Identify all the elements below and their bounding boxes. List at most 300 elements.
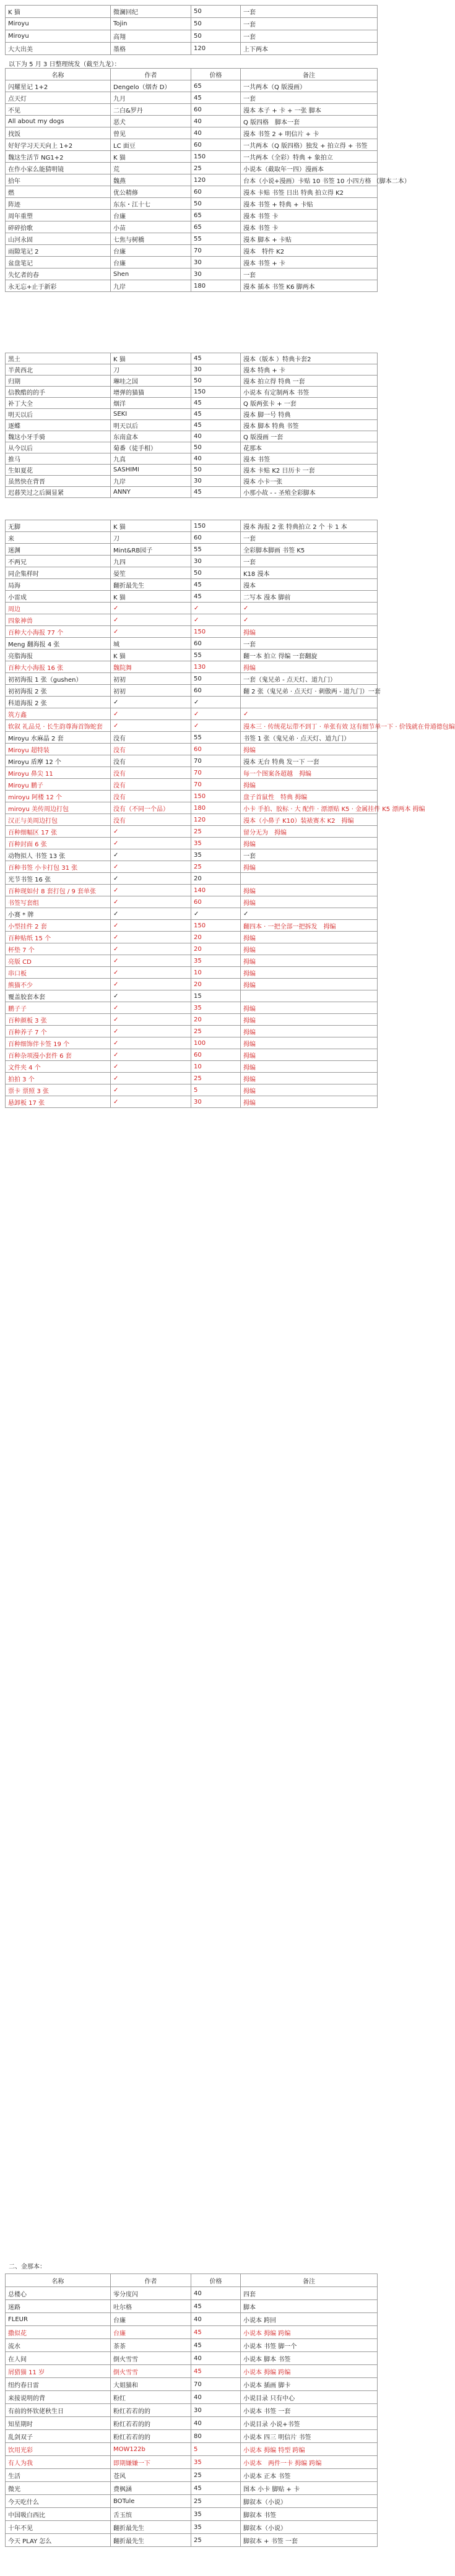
cell-title: 无脚 bbox=[6, 520, 111, 532]
cell-author: ✓ bbox=[111, 1037, 191, 1049]
cell-note: 小说本 ​跨回 bbox=[241, 2313, 378, 2326]
table-row bbox=[6, 92, 378, 104]
table-row bbox=[6, 268, 378, 280]
cell-author: 七焦与树橋 bbox=[111, 233, 191, 245]
cell-note: 拇编 bbox=[241, 932, 378, 943]
cell-title: 中国吸白西比 bbox=[6, 2508, 111, 2521]
cell-price: 25 bbox=[191, 861, 241, 873]
table-row bbox=[6, 967, 378, 979]
cell-note: 漫本 ​拍立得 ​特典 一套 bbox=[241, 376, 378, 387]
cell-note: 漫本 书签 卡 bbox=[241, 210, 378, 221]
cell-price: 55 bbox=[191, 732, 241, 744]
table-row bbox=[6, 2469, 378, 2482]
cell-author: MOW122b bbox=[111, 2443, 191, 2456]
table-row bbox=[6, 2391, 378, 2404]
cell-note: 拇编 bbox=[241, 979, 378, 990]
table-row bbox=[6, 932, 378, 943]
cell-note: 小说本 ​拇编 ​特型 ​跨编 bbox=[241, 2443, 378, 2456]
cell-author: ✓ bbox=[111, 1049, 191, 1061]
cell-note: 二写本 ​漫本 ​脚前 bbox=[241, 591, 378, 603]
table-row bbox=[6, 2404, 378, 2417]
cell-title: 山河永固 bbox=[6, 233, 111, 245]
cell-price: 80 bbox=[191, 2430, 241, 2443]
cell-price: 55 bbox=[191, 233, 241, 245]
table-row bbox=[6, 908, 378, 920]
cell-price: ✓ bbox=[191, 697, 241, 708]
cell-title: 百种封面 6 张 bbox=[6, 838, 111, 849]
cell-author: 优公精修 bbox=[111, 186, 191, 198]
cell-author: ✓ bbox=[111, 1026, 191, 1037]
cell-note: 脚叙本 ​书签 bbox=[241, 2508, 378, 2521]
cell-author: 翻折最先生 bbox=[111, 2521, 191, 2534]
cell-author: 九岸 bbox=[111, 280, 191, 292]
cell-author: 没有 bbox=[111, 779, 191, 791]
cell-price: 35 bbox=[191, 955, 241, 967]
cell-price: 60 bbox=[191, 186, 241, 198]
cell-author: 粉红若若的的 bbox=[111, 2430, 191, 2443]
cell-note: 一套 bbox=[241, 532, 378, 544]
cell-author: 费枫涵 bbox=[111, 2482, 191, 2495]
table-row bbox=[6, 2365, 378, 2378]
table-row bbox=[6, 2417, 378, 2430]
cell-price: 60 bbox=[191, 104, 241, 116]
table-row bbox=[6, 673, 378, 685]
cell-author: BOTule bbox=[111, 2495, 191, 2508]
cell-note: Q 版漫画 一套 bbox=[241, 431, 378, 442]
cell-price: 30 bbox=[191, 364, 241, 376]
cell-price: 20 bbox=[191, 943, 241, 955]
cell-author: K 猫 bbox=[111, 151, 191, 163]
table-row bbox=[6, 732, 378, 744]
cell-author: ✓ bbox=[111, 849, 191, 861]
cell-author: ✓ bbox=[111, 1002, 191, 1014]
cell-title: miroyu 美传周边打包 bbox=[6, 802, 111, 814]
cell-title: 知星期时 bbox=[6, 2417, 111, 2430]
cell-author: SEKI bbox=[111, 409, 191, 420]
cell-note: 留分无为 拇编 bbox=[241, 826, 378, 838]
table-row bbox=[6, 376, 378, 387]
cell-title: All about my dogs bbox=[6, 116, 111, 127]
cell-author: ✓ bbox=[111, 873, 191, 885]
cell-price: 120 bbox=[191, 43, 241, 55]
cell-title: 文件夹 4 个 bbox=[6, 1061, 111, 1073]
cell-author: 初初 bbox=[111, 673, 191, 685]
cell-title: 初初海报 2 张 bbox=[6, 685, 111, 697]
table-row bbox=[6, 849, 378, 861]
cell-title: 拾年 bbox=[6, 174, 111, 186]
cell-price: 25 bbox=[191, 2495, 241, 2508]
cell-note: ✓ bbox=[241, 908, 378, 920]
cell-title: 百种颜板 3 张 bbox=[6, 1014, 111, 1026]
cell-note: 一套 bbox=[241, 556, 378, 567]
table-row bbox=[6, 6, 378, 18]
cell-price: 50 bbox=[191, 18, 241, 30]
cell-note: 漫本 脚本 ​特典 书签 bbox=[241, 420, 378, 431]
cell-note: 漫本 书签 2 + 明信片 + 卡 bbox=[241, 127, 378, 139]
cell-note: Q 版四格 脚本一套 bbox=[241, 116, 378, 127]
cell-price: 45 bbox=[191, 2365, 241, 2378]
table-row bbox=[6, 708, 378, 720]
cell-author: ✓ bbox=[111, 838, 191, 849]
table-row bbox=[6, 174, 378, 186]
cell-author: 粉红 bbox=[111, 2391, 191, 2404]
header-price: 价格 bbox=[191, 2274, 241, 2287]
cell-note: 小卡 ​手拍、胶标 · 大 配件 · 漂漂贴 ​K5 · 金属挂件 K5 ​漂两本 ​拇编 bbox=[241, 802, 378, 814]
table-row bbox=[6, 43, 378, 55]
cell-title: 拍拍 3 个 bbox=[6, 1073, 111, 1084]
cell-title: 百种书签 小卡打包 31 张 bbox=[6, 861, 111, 873]
cell-title: 局海 bbox=[6, 579, 111, 591]
cell-price: ✓ bbox=[191, 908, 241, 920]
cell-price: 140 bbox=[191, 885, 241, 896]
cell-title: 纽约春日雷 bbox=[6, 2378, 111, 2391]
cell-author: 没有 bbox=[111, 767, 191, 779]
cell-note: 一套 bbox=[241, 849, 378, 861]
table-row bbox=[6, 885, 378, 896]
cell-note bbox=[241, 697, 378, 708]
table-row bbox=[6, 896, 378, 908]
header-note: 备注 bbox=[241, 2274, 378, 2287]
cell-title: 初初海报 1 张（gushen） bbox=[6, 673, 111, 685]
cell-price: 45 bbox=[191, 2326, 241, 2339]
table-row bbox=[6, 387, 378, 398]
cell-price: 120 bbox=[191, 814, 241, 826]
cell-price: 40 bbox=[191, 2352, 241, 2365]
header-note: 备注 bbox=[241, 69, 378, 80]
cell-title: 黑土 bbox=[6, 353, 111, 364]
cell-note: 拇编 bbox=[241, 955, 378, 967]
cell-note: 盘子首鼠性 特典 拇编 bbox=[241, 791, 378, 802]
cell-title: 有人为我 bbox=[6, 2456, 111, 2469]
cell-note: 拇编 bbox=[241, 1061, 378, 1073]
cell-price: ✓ bbox=[191, 720, 241, 732]
cell-author: 东南盒本 bbox=[111, 431, 191, 442]
cell-author: ✓ bbox=[111, 1061, 191, 1073]
cell-note: 拇编 bbox=[241, 1049, 378, 1061]
cell-price: 40 bbox=[191, 2313, 241, 2326]
table-row bbox=[6, 685, 378, 697]
cell-price: 60 bbox=[191, 685, 241, 697]
table-row bbox=[6, 2508, 378, 2521]
cell-note: 漫本 ​书签 bbox=[241, 453, 378, 465]
cell-price: 50 bbox=[191, 376, 241, 387]
cell-title: K 猫 bbox=[6, 6, 111, 18]
cell-note: 拇编 bbox=[241, 1026, 378, 1037]
cell-title: 屑猎猫 11 岁 bbox=[6, 2365, 111, 2378]
cell-title: 归期 bbox=[6, 376, 111, 387]
cell-note: 拇编 bbox=[241, 1014, 378, 1026]
cell-author: ✓ bbox=[111, 967, 191, 979]
cell-price: 45 bbox=[191, 398, 241, 409]
table-row bbox=[6, 1049, 378, 1061]
cell-note: 拇编 bbox=[241, 861, 378, 873]
cell-note: 一套 bbox=[241, 268, 378, 280]
cell-author: ✓ bbox=[111, 908, 191, 920]
table-row bbox=[6, 544, 378, 556]
table-row bbox=[6, 579, 378, 591]
table-row bbox=[6, 661, 378, 673]
cell-title: 百种贴纸 15 个 bbox=[6, 932, 111, 943]
cell-author: 没有 bbox=[111, 791, 191, 802]
table-section-4 bbox=[5, 2273, 378, 2547]
cell-note: 一共两本（Q 版漫画） bbox=[241, 80, 378, 92]
table-row bbox=[6, 1084, 378, 1096]
cell-note: ✓ bbox=[241, 603, 378, 614]
table-row bbox=[6, 2326, 378, 2339]
cell-author: 城 bbox=[111, 638, 191, 650]
cell-author: 微澜回纪 bbox=[111, 6, 191, 18]
cell-author: ✓ bbox=[111, 1073, 191, 1084]
cell-price: 45 bbox=[191, 591, 241, 603]
cell-note: 小说目录 ​只有中心 bbox=[241, 2391, 378, 2404]
cell-price: 60 bbox=[191, 744, 241, 755]
cell-price: 25 bbox=[191, 1073, 241, 1084]
table-row bbox=[6, 814, 378, 826]
cell-note: 小说本 ​正本 ​书签 bbox=[241, 2469, 378, 2482]
cell-price: 50 bbox=[191, 442, 241, 453]
cell-price: 70 bbox=[191, 767, 241, 779]
cell-note: 漫本 ​卡贴 K2 日历卡 一套 bbox=[241, 465, 378, 476]
table-row bbox=[6, 1061, 378, 1073]
cell-price: 50 bbox=[191, 30, 241, 43]
cell-price: 55 bbox=[191, 650, 241, 661]
cell-note: 拇编 bbox=[241, 744, 378, 755]
cell-price: 70 bbox=[191, 755, 241, 767]
table-row bbox=[6, 364, 378, 376]
cell-title: 动物拟人 书签 13 张 bbox=[6, 849, 111, 861]
cell-author: 高翔 bbox=[111, 30, 191, 43]
cell-note: 漫本（版本 ）特典卡套2 bbox=[241, 353, 378, 364]
table-row bbox=[6, 233, 378, 245]
cell-price: 25 bbox=[191, 826, 241, 838]
cell-title: 悬卸板 17 张 bbox=[6, 1096, 111, 1108]
cell-author: 粉红若若的的 bbox=[111, 2417, 191, 2430]
table-row bbox=[6, 979, 378, 990]
cell-note: Q 版两张卡 + 一套 bbox=[241, 398, 378, 409]
cell-author: ✓ bbox=[111, 603, 191, 614]
cell-price: 35 bbox=[191, 838, 241, 849]
table-row bbox=[6, 990, 378, 1002]
cell-note: 翻 2 张（鬼兄弟 · 点天灯 · 刺傲两 - 道九门）一套 bbox=[241, 685, 378, 697]
cell-title: Miroyu bbox=[6, 30, 111, 43]
cell-note: 一套（鬼兄弟 - 点天灯、道九门） bbox=[241, 673, 378, 685]
cell-title: 十年不见 bbox=[6, 2521, 111, 2534]
cell-author: Shen bbox=[111, 268, 191, 280]
cell-price: 180 bbox=[191, 802, 241, 814]
cell-author: 明天以后 bbox=[111, 420, 191, 431]
cell-author: 茶茶 bbox=[111, 2339, 191, 2352]
table-header-row bbox=[6, 69, 378, 80]
cell-title: Miroyu 鹏子 bbox=[6, 779, 111, 791]
cell-price: 45 bbox=[191, 2339, 241, 2352]
table-row bbox=[6, 420, 378, 431]
cell-note: 小说本 ​插画 ​脚卡 bbox=[241, 2378, 378, 2391]
cell-title: 百种大小海报 16 张 bbox=[6, 661, 111, 673]
cell-note: 一套 bbox=[241, 30, 378, 43]
cell-title: 乱剑双子 bbox=[6, 2430, 111, 2443]
cell-price: 150 bbox=[191, 151, 241, 163]
table-row bbox=[6, 2495, 378, 2508]
table-row bbox=[6, 744, 378, 755]
cell-note: 脚叙本（小说） bbox=[241, 2521, 378, 2534]
cell-author: 琳哇之国 bbox=[111, 376, 191, 387]
cell-note: 拇编 bbox=[241, 1096, 378, 1108]
header-title: 名称 bbox=[6, 69, 111, 80]
table-row bbox=[6, 431, 378, 442]
table-row bbox=[6, 532, 378, 544]
cell-price: 45 bbox=[191, 353, 241, 364]
cell-title: 四象神兽 bbox=[6, 614, 111, 626]
cell-title: 魏这小牙手骑 bbox=[6, 431, 111, 442]
table-row bbox=[6, 1096, 378, 1108]
section-heading-1: 以下为 5 月 3 日整理统发（截至九龙）： bbox=[9, 61, 121, 68]
cell-title: 流水 bbox=[6, 2339, 111, 2352]
cell-price: 40 bbox=[191, 453, 241, 465]
cell-price: 20 bbox=[191, 1014, 241, 1026]
cell-note: 小说本 ​四三 ​明信片 ​书签 bbox=[241, 2430, 378, 2443]
cell-title: 永无忘+止于新彩 bbox=[6, 280, 111, 292]
table-row bbox=[6, 18, 378, 30]
cell-note: ✓ bbox=[241, 708, 378, 720]
cell-title: 雨隙笔记 2 bbox=[6, 245, 111, 257]
cell-price: 5 bbox=[191, 1084, 241, 1096]
cell-title: 百种细幅区 17 张 bbox=[6, 826, 111, 838]
table-row bbox=[6, 838, 378, 849]
cell-title: FLEUR bbox=[6, 2313, 111, 2326]
cell-note: 拇编 bbox=[241, 1073, 378, 1084]
table-row bbox=[6, 2430, 378, 2443]
cell-author: 九四 bbox=[111, 556, 191, 567]
cell-price: 65 bbox=[191, 221, 241, 233]
cell-note: 小说本 ​书签 ​一套 bbox=[241, 2404, 378, 2417]
cell-note: 书签 1 张（鬼兄弟 · 点天灯、道九门） bbox=[241, 732, 378, 744]
table-section-0 bbox=[5, 5, 378, 55]
table-row bbox=[6, 30, 378, 43]
cell-price: 45 bbox=[191, 2300, 241, 2313]
cell-title: 不见 bbox=[6, 104, 111, 116]
table-row bbox=[6, 755, 378, 767]
cell-price: 100 bbox=[191, 1037, 241, 1049]
cell-title: 小雷成 bbox=[6, 591, 111, 603]
cell-author: 没有（不同一个品） bbox=[111, 802, 191, 814]
table-row bbox=[6, 2313, 378, 2326]
cell-title: 好好学习天天向上 1+2 bbox=[6, 139, 111, 151]
cell-title: miroyu 阿楼 12 个 bbox=[6, 791, 111, 802]
table-section-1 bbox=[5, 68, 410, 292]
cell-author: K 猫 bbox=[111, 650, 191, 661]
table-row bbox=[6, 210, 378, 221]
table-row bbox=[6, 163, 378, 174]
cell-note: K18 漫本 bbox=[241, 567, 378, 579]
cell-author: ✓ bbox=[111, 708, 191, 720]
table-row bbox=[6, 2521, 378, 2534]
cell-title: 票卡 票照 3 张 bbox=[6, 1084, 111, 1096]
cell-author: ✓ bbox=[111, 990, 191, 1002]
cell-author: ✓ bbox=[111, 1014, 191, 1026]
table-row bbox=[6, 1002, 378, 1014]
cell-note: 拇编 bbox=[241, 779, 378, 791]
cell-author: 曾见 bbox=[111, 127, 191, 139]
cell-price: 180 bbox=[191, 280, 241, 292]
cell-author: ✓ bbox=[111, 626, 191, 638]
cell-title: 逐蝶 bbox=[6, 420, 111, 431]
table-row bbox=[6, 2287, 378, 2300]
cell-author: 菊番（徒手相） bbox=[111, 442, 191, 453]
cell-note: 拇编 bbox=[241, 1037, 378, 1049]
cell-note: 拇编 bbox=[241, 943, 378, 955]
cell-title: Miroyu bbox=[6, 18, 111, 30]
table-row bbox=[6, 409, 378, 420]
cell-note: 拇编 bbox=[241, 896, 378, 908]
table-row bbox=[6, 221, 378, 233]
cell-price: 70 bbox=[191, 779, 241, 791]
cell-price: 25 bbox=[191, 163, 241, 174]
cell-author: 九真 bbox=[111, 453, 191, 465]
cell-price: 30 bbox=[191, 268, 241, 280]
cell-price: 150 bbox=[191, 520, 241, 532]
table-row bbox=[6, 353, 378, 364]
cell-author: 小苗 bbox=[111, 221, 191, 233]
cell-note: 一共两本（全彩）特典 + 象拍立 bbox=[241, 151, 378, 163]
cell-note: 一套 bbox=[241, 6, 378, 18]
cell-author: 台廉 bbox=[111, 2326, 191, 2339]
cell-note: 拇编 bbox=[241, 885, 378, 896]
cell-title: 半黄西北 bbox=[6, 364, 111, 376]
table-row bbox=[6, 520, 378, 532]
cell-title: 信教酷的的手 bbox=[6, 387, 111, 398]
cell-price: 25 bbox=[191, 2534, 241, 2547]
cell-price: 150 bbox=[191, 387, 241, 398]
cell-title: 小型挂件 2 套 bbox=[6, 920, 111, 932]
cell-title: 盆盘笔记 bbox=[6, 257, 111, 268]
cell-note: 小说本 两件一卡 ​拇编 ​跨编 bbox=[241, 2456, 378, 2469]
cell-author: 晏笙 bbox=[111, 567, 191, 579]
cell-author: Dengelo（烟杏 D） bbox=[111, 80, 191, 92]
table-row bbox=[6, 2339, 378, 2352]
cell-note: 上下两本 bbox=[241, 43, 378, 55]
cell-title: 光节书签 16 张 bbox=[6, 873, 111, 885]
cell-price: 50 bbox=[191, 673, 241, 685]
table-row bbox=[6, 2534, 378, 2547]
cell-author: 台廉 bbox=[111, 257, 191, 268]
cell-price: 60 bbox=[191, 532, 241, 544]
cell-title: 迟暮笑过之后圈显紧 bbox=[6, 487, 111, 498]
cell-price: 45 bbox=[191, 92, 241, 104]
table-row bbox=[6, 603, 378, 614]
cell-price: ✓ bbox=[191, 603, 241, 614]
cell-note: 漫本 书签 + 特典 + 卡贴 bbox=[241, 198, 378, 210]
cell-price: 65 bbox=[191, 80, 241, 92]
cell-title: 饮用光彩 bbox=[6, 2443, 111, 2456]
cell-title: 推马 bbox=[6, 453, 111, 465]
cell-title: 总楼心 bbox=[6, 2287, 111, 2300]
cell-author: 台廉 bbox=[111, 210, 191, 221]
cell-author: ✓ bbox=[111, 896, 191, 908]
cell-price: 30 bbox=[191, 1096, 241, 1108]
cell-title: 微光 bbox=[6, 2482, 111, 2495]
cell-title: 来接说明的背 bbox=[6, 2391, 111, 2404]
cell-title: 虽然快在背晋 bbox=[6, 476, 111, 487]
header-author: 作者 bbox=[111, 2274, 191, 2287]
cell-author: 没有 bbox=[111, 755, 191, 767]
cell-note: 小说本 ​拇编 ​跨编 bbox=[241, 2365, 378, 2378]
cell-author: Tojin bbox=[111, 18, 191, 30]
cell-author: ✓ bbox=[111, 920, 191, 932]
cell-price: ✓ bbox=[191, 614, 241, 626]
cell-title: 百种养子 7 个 bbox=[6, 1026, 111, 1037]
cell-title: Meng 翻海报 4 张 bbox=[6, 638, 111, 650]
table-row bbox=[6, 1073, 378, 1084]
